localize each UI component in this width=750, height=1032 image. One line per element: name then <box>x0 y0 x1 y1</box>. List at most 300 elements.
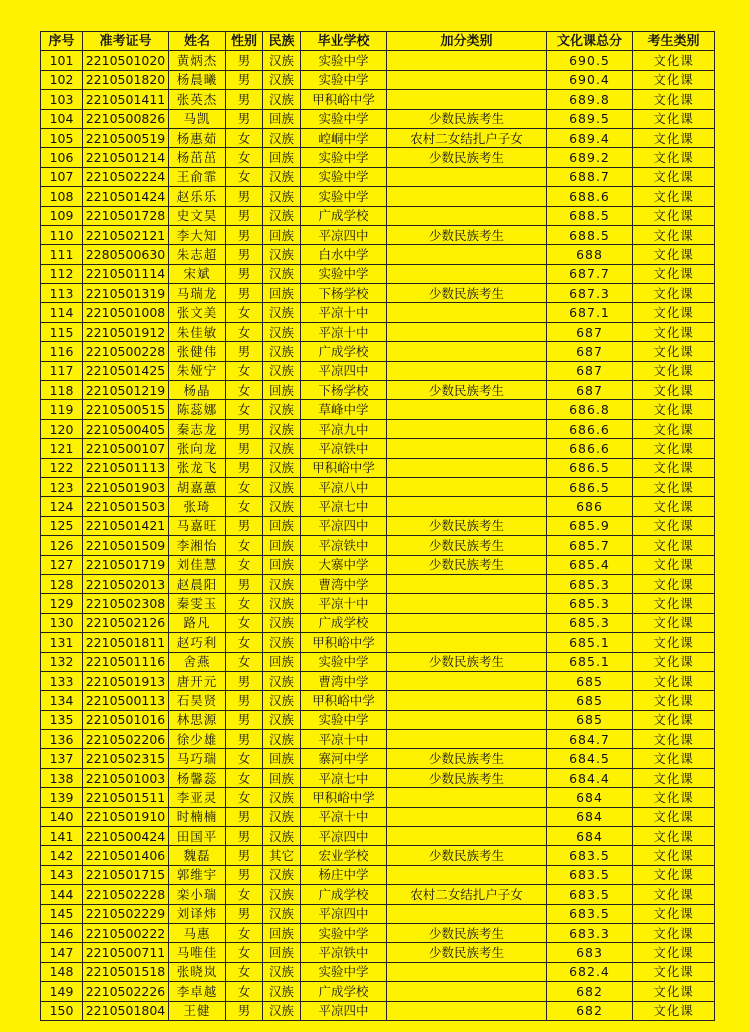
cell-exam-id: 2210501319 <box>83 284 169 303</box>
cell-school: 平凉十中 <box>301 303 387 322</box>
cell-bonus-type <box>387 594 547 613</box>
cell-seq: 113 <box>41 284 83 303</box>
table-row <box>41 90 715 109</box>
cell-ethnicity: 回族 <box>263 555 301 574</box>
cell-school: 广成学校 <box>301 885 387 904</box>
cell-gender: 女 <box>226 788 263 807</box>
table-row <box>41 303 715 322</box>
cell-category: 文化课 <box>633 477 715 496</box>
cell-school: 平凉四中 <box>301 361 387 380</box>
cell-name: 张晓岚 <box>169 962 226 981</box>
cell-bonus-type <box>387 264 547 283</box>
cell-seq: 143 <box>41 865 83 884</box>
cell-ethnicity: 回族 <box>263 225 301 244</box>
cell-bonus-type <box>387 807 547 826</box>
cell-ethnicity: 回族 <box>263 284 301 303</box>
cell-gender: 男 <box>226 109 263 128</box>
cell-name: 时楠楠 <box>169 807 226 826</box>
cell-category: 文化课 <box>633 187 715 206</box>
cell-school: 实验中学 <box>301 652 387 671</box>
cell-category: 文化课 <box>633 206 715 225</box>
cell-ethnicity: 汉族 <box>263 885 301 904</box>
cell-school: 下杨学校 <box>301 381 387 400</box>
cell-exam-id: 2210501903 <box>83 477 169 496</box>
cell-bonus-type: 少数民族考生 <box>387 555 547 574</box>
cell-name: 宋斌 <box>169 264 226 283</box>
cell-total-score: 684.4 <box>547 768 633 787</box>
cell-gender: 男 <box>226 827 263 846</box>
cell-seq: 112 <box>41 264 83 283</box>
cell-exam-id: 2210500107 <box>83 439 169 458</box>
cell-gender: 女 <box>226 322 263 341</box>
table-row <box>41 1001 715 1020</box>
cell-bonus-type <box>387 400 547 419</box>
cell-school: 平凉四中 <box>301 225 387 244</box>
cell-school: 平凉十中 <box>301 322 387 341</box>
cell-seq: 115 <box>41 322 83 341</box>
cell-ethnicity: 汉族 <box>263 361 301 380</box>
table-row <box>41 807 715 826</box>
table-row <box>41 691 715 710</box>
cell-total-score: 683.5 <box>547 865 633 884</box>
cell-exam-id: 2210501511 <box>83 788 169 807</box>
cell-name: 赵巧利 <box>169 633 226 652</box>
cell-exam-id: 2210501424 <box>83 187 169 206</box>
cell-gender: 女 <box>226 982 263 1001</box>
cell-school: 甲积峪中学 <box>301 633 387 652</box>
cell-seq: 138 <box>41 768 83 787</box>
cell-bonus-type <box>387 982 547 1001</box>
cell-bonus-type: 少数民族考生 <box>387 749 547 768</box>
cell-exam-id: 2210501425 <box>83 361 169 380</box>
cell-gender: 男 <box>226 865 263 884</box>
cell-name: 秦雯玉 <box>169 594 226 613</box>
cell-total-score: 690.5 <box>547 51 633 70</box>
cell-category: 文化课 <box>633 788 715 807</box>
cell-ethnicity: 汉族 <box>263 633 301 652</box>
cell-total-score: 683.5 <box>547 885 633 904</box>
cell-category: 文化课 <box>633 109 715 128</box>
cell-name: 李大知 <box>169 225 226 244</box>
cell-ethnicity: 汉族 <box>263 477 301 496</box>
cell-category: 文化课 <box>633 943 715 962</box>
cell-seq: 127 <box>41 555 83 574</box>
cell-category: 文化课 <box>633 730 715 749</box>
cell-ethnicity: 汉族 <box>263 400 301 419</box>
cell-bonus-type <box>387 245 547 264</box>
cell-exam-id: 2210502308 <box>83 594 169 613</box>
cell-ethnicity: 汉族 <box>263 206 301 225</box>
cell-seq: 133 <box>41 671 83 690</box>
cell-gender: 男 <box>226 342 263 361</box>
cell-school: 广成学校 <box>301 342 387 361</box>
cell-exam-id: 2210500113 <box>83 691 169 710</box>
cell-seq: 119 <box>41 400 83 419</box>
cell-total-score: 685 <box>547 671 633 690</box>
cell-bonus-type: 少数民族考生 <box>387 768 547 787</box>
cell-total-score: 687 <box>547 381 633 400</box>
cell-category: 文化课 <box>633 458 715 477</box>
cell-category: 文化课 <box>633 885 715 904</box>
table-row <box>41 982 715 1001</box>
cell-ethnicity: 汉族 <box>263 710 301 729</box>
table-row <box>41 633 715 652</box>
cell-ethnicity: 汉族 <box>263 1001 301 1020</box>
cell-total-score: 685.9 <box>547 516 633 535</box>
cell-school: 实验中学 <box>301 923 387 942</box>
table-row <box>41 439 715 458</box>
cell-ethnicity: 汉族 <box>263 51 301 70</box>
cell-bonus-type <box>387 187 547 206</box>
cell-exam-id: 2210502126 <box>83 613 169 632</box>
cell-category: 文化课 <box>633 400 715 419</box>
cell-category: 文化课 <box>633 419 715 438</box>
cell-exam-id: 2210501910 <box>83 807 169 826</box>
cell-seq: 134 <box>41 691 83 710</box>
cell-exam-id: 2210501913 <box>83 671 169 690</box>
cell-exam-id: 2210501003 <box>83 768 169 787</box>
cell-bonus-type <box>387 574 547 593</box>
cell-exam-id: 2210501406 <box>83 846 169 865</box>
cell-seq: 144 <box>41 885 83 904</box>
cell-school: 平凉四中 <box>301 827 387 846</box>
cell-ethnicity: 回族 <box>263 943 301 962</box>
cell-gender: 女 <box>226 652 263 671</box>
table-row <box>41 904 715 923</box>
cell-school: 平凉八中 <box>301 477 387 496</box>
cell-total-score: 683.5 <box>547 846 633 865</box>
cell-school: 平凉七中 <box>301 768 387 787</box>
banner-title-fragment <box>490 0 750 12</box>
cell-ethnicity: 汉族 <box>263 245 301 264</box>
cell-name: 王俞霏 <box>169 167 226 186</box>
table-row <box>41 846 715 865</box>
cell-bonus-type: 少数民族考生 <box>387 225 547 244</box>
cell-name: 张文美 <box>169 303 226 322</box>
cell-bonus-type: 少数民族考生 <box>387 284 547 303</box>
cell-bonus-type: 少数民族考生 <box>387 148 547 167</box>
cell-category: 文化课 <box>633 671 715 690</box>
cell-exam-id: 2280500630 <box>83 245 169 264</box>
cell-bonus-type <box>387 458 547 477</box>
cell-total-score: 685 <box>547 691 633 710</box>
cell-category: 文化课 <box>633 342 715 361</box>
cell-ethnicity: 回族 <box>263 923 301 942</box>
cell-total-score: 682 <box>547 1001 633 1020</box>
cell-school: 甲积峪中学 <box>301 691 387 710</box>
cell-total-score: 684 <box>547 807 633 826</box>
table-row <box>41 827 715 846</box>
cell-seq: 117 <box>41 361 83 380</box>
cell-bonus-type <box>387 477 547 496</box>
cell-exam-id: 2210501016 <box>83 710 169 729</box>
cell-ethnicity: 汉族 <box>263 90 301 109</box>
cell-exam-id: 2210502228 <box>83 885 169 904</box>
cell-total-score: 685.3 <box>547 574 633 593</box>
cell-school: 平凉铁中 <box>301 439 387 458</box>
cell-total-score: 689.5 <box>547 109 633 128</box>
cell-bonus-type <box>387 70 547 89</box>
cell-ethnicity: 汉族 <box>263 264 301 283</box>
cell-name: 徐少雄 <box>169 730 226 749</box>
cell-bonus-type <box>387 322 547 341</box>
cell-exam-id: 2210500228 <box>83 342 169 361</box>
cell-name: 马嘉旺 <box>169 516 226 535</box>
cell-bonus-type <box>387 419 547 438</box>
cell-exam-id: 2210501411 <box>83 90 169 109</box>
cell-exam-id: 2210502229 <box>83 904 169 923</box>
cell-category: 文化课 <box>633 962 715 981</box>
cell-ethnicity: 其它 <box>263 846 301 865</box>
cell-school: 平凉四中 <box>301 516 387 535</box>
cell-seq: 125 <box>41 516 83 535</box>
cell-total-score: 687.1 <box>547 303 633 322</box>
cell-exam-id: 2210502206 <box>83 730 169 749</box>
cell-seq: 114 <box>41 303 83 322</box>
cell-ethnicity: 回族 <box>263 768 301 787</box>
cell-seq: 109 <box>41 206 83 225</box>
cell-category: 文化课 <box>633 264 715 283</box>
cell-school: 崆峒中学 <box>301 128 387 147</box>
cell-ethnicity: 汉族 <box>263 303 301 322</box>
cell-total-score: 687 <box>547 342 633 361</box>
cell-gender: 男 <box>226 710 263 729</box>
cell-ethnicity: 汉族 <box>263 70 301 89</box>
cell-seq: 108 <box>41 187 83 206</box>
table-row <box>41 671 715 690</box>
cell-bonus-type <box>387 827 547 846</box>
cell-school: 平凉九中 <box>301 419 387 438</box>
cell-total-score: 687.3 <box>547 284 633 303</box>
cell-exam-id: 2210501114 <box>83 264 169 283</box>
table-row <box>41 865 715 884</box>
cell-school: 平凉四中 <box>301 1001 387 1020</box>
cell-school: 甲积峪中学 <box>301 788 387 807</box>
cell-total-score: 682.4 <box>547 962 633 981</box>
table-row <box>41 923 715 942</box>
cell-bonus-type: 少数民族考生 <box>387 943 547 962</box>
cell-gender: 女 <box>226 381 263 400</box>
cell-total-score: 688.7 <box>547 167 633 186</box>
cell-gender: 女 <box>226 749 263 768</box>
cell-school: 实验中学 <box>301 167 387 186</box>
cell-total-score: 684.5 <box>547 749 633 768</box>
cell-category: 文化课 <box>633 846 715 865</box>
cell-seq: 130 <box>41 613 83 632</box>
cell-gender: 男 <box>226 574 263 593</box>
cell-gender: 女 <box>226 594 263 613</box>
cell-seq: 102 <box>41 70 83 89</box>
cell-total-score: 685.1 <box>547 652 633 671</box>
table-row <box>41 574 715 593</box>
cell-total-score: 689.4 <box>547 128 633 147</box>
table-row <box>41 652 715 671</box>
cell-name: 张琦 <box>169 497 226 516</box>
cell-exam-id: 2210501008 <box>83 303 169 322</box>
cell-school: 平凉十中 <box>301 730 387 749</box>
cell-total-score: 688.5 <box>547 206 633 225</box>
table-row <box>41 477 715 496</box>
cell-seq: 142 <box>41 846 83 865</box>
cell-seq: 121 <box>41 439 83 458</box>
cell-bonus-type <box>387 904 547 923</box>
cell-school: 实验中学 <box>301 187 387 206</box>
cell-total-score: 687.7 <box>547 264 633 283</box>
cell-seq: 103 <box>41 90 83 109</box>
cell-exam-id: 2210501719 <box>83 555 169 574</box>
cell-exam-id: 2210501219 <box>83 381 169 400</box>
table-row <box>41 710 715 729</box>
cell-seq: 107 <box>41 167 83 186</box>
cell-ethnicity: 汉族 <box>263 458 301 477</box>
cell-school: 实验中学 <box>301 710 387 729</box>
cell-bonus-type <box>387 90 547 109</box>
cell-category: 文化课 <box>633 807 715 826</box>
cell-name: 林思源 <box>169 710 226 729</box>
cell-school: 平凉十中 <box>301 594 387 613</box>
cell-exam-id: 2210501820 <box>83 70 169 89</box>
cell-name: 郭维宇 <box>169 865 226 884</box>
cell-total-score: 688.5 <box>547 225 633 244</box>
table-row <box>41 768 715 787</box>
cell-ethnicity: 汉族 <box>263 594 301 613</box>
cell-exam-id: 2210501214 <box>83 148 169 167</box>
cell-bonus-type <box>387 303 547 322</box>
cell-exam-id: 2210501113 <box>83 458 169 477</box>
cell-total-score: 683.5 <box>547 904 633 923</box>
cell-category: 文化课 <box>633 497 715 516</box>
cell-ethnicity: 汉族 <box>263 788 301 807</box>
cell-gender: 女 <box>226 400 263 419</box>
cell-gender: 女 <box>226 768 263 787</box>
header-exam-id: 准考证号 <box>83 32 169 51</box>
cell-exam-id: 2210500711 <box>83 943 169 962</box>
table-row <box>41 361 715 380</box>
cell-seq: 123 <box>41 477 83 496</box>
cell-total-score: 683 <box>547 943 633 962</box>
cell-seq: 147 <box>41 943 83 962</box>
cell-gender: 男 <box>226 730 263 749</box>
cell-name: 唐开元 <box>169 671 226 690</box>
cell-gender: 女 <box>226 555 263 574</box>
cell-gender: 男 <box>226 691 263 710</box>
cell-category: 文化课 <box>633 381 715 400</box>
cell-ethnicity: 汉族 <box>263 419 301 438</box>
cell-category: 文化课 <box>633 594 715 613</box>
cell-bonus-type <box>387 710 547 729</box>
cell-name: 魏磊 <box>169 846 226 865</box>
cell-gender: 女 <box>226 923 263 942</box>
cell-exam-id: 2210500515 <box>83 400 169 419</box>
cell-exam-id: 2210500519 <box>83 128 169 147</box>
cell-ethnicity: 汉族 <box>263 730 301 749</box>
cell-ethnicity: 回族 <box>263 536 301 555</box>
cell-seq: 137 <box>41 749 83 768</box>
cell-name: 朱志超 <box>169 245 226 264</box>
cell-bonus-type: 少数民族考生 <box>387 516 547 535</box>
cell-ethnicity: 汉族 <box>263 439 301 458</box>
cell-name: 李湘怡 <box>169 536 226 555</box>
table-row <box>41 187 715 206</box>
cell-school: 实验中学 <box>301 51 387 70</box>
cell-bonus-type <box>387 342 547 361</box>
cell-name: 石昊贤 <box>169 691 226 710</box>
cell-bonus-type <box>387 962 547 981</box>
cell-category: 文化课 <box>633 574 715 593</box>
cell-seq: 120 <box>41 419 83 438</box>
table-row <box>41 51 715 70</box>
cell-bonus-type <box>387 730 547 749</box>
cell-bonus-type <box>387 1001 547 1020</box>
cell-ethnicity: 汉族 <box>263 807 301 826</box>
cell-school: 曹湾中学 <box>301 671 387 690</box>
cell-total-score: 685.1 <box>547 633 633 652</box>
cell-name: 杨晶 <box>169 381 226 400</box>
cell-total-score: 687 <box>547 361 633 380</box>
cell-exam-id: 2210502121 <box>83 225 169 244</box>
cell-school: 宏业学校 <box>301 846 387 865</box>
cell-exam-id: 2210500405 <box>83 419 169 438</box>
cell-name: 杨茁茁 <box>169 148 226 167</box>
cell-name: 张龙飞 <box>169 458 226 477</box>
cell-total-score: 689.2 <box>547 148 633 167</box>
cell-bonus-type: 少数民族考生 <box>387 109 547 128</box>
header-gender: 性别 <box>226 32 263 51</box>
cell-exam-id: 2210502224 <box>83 167 169 186</box>
cell-ethnicity: 汉族 <box>263 982 301 1001</box>
cell-gender: 女 <box>226 943 263 962</box>
cell-gender: 男 <box>226 264 263 283</box>
cell-total-score: 688 <box>547 245 633 264</box>
cell-school: 实验中学 <box>301 962 387 981</box>
cell-name: 王健 <box>169 1001 226 1020</box>
cell-category: 文化课 <box>633 225 715 244</box>
cell-school: 实验中学 <box>301 264 387 283</box>
cell-total-score: 690.4 <box>547 70 633 89</box>
header-ethnicity: 民族 <box>263 32 301 51</box>
cell-category: 文化课 <box>633 982 715 1001</box>
cell-seq: 148 <box>41 962 83 981</box>
cell-gender: 男 <box>226 206 263 225</box>
cell-school: 平凉铁中 <box>301 536 387 555</box>
cell-ethnicity: 回族 <box>263 749 301 768</box>
cell-gender: 男 <box>226 458 263 477</box>
table-row <box>41 342 715 361</box>
cell-exam-id: 2210501811 <box>83 633 169 652</box>
cell-school: 甲积峪中学 <box>301 458 387 477</box>
cell-bonus-type <box>387 613 547 632</box>
cell-name: 马瑞龙 <box>169 284 226 303</box>
cell-bonus-type <box>387 671 547 690</box>
cell-seq: 124 <box>41 497 83 516</box>
cell-exam-id: 2210500826 <box>83 109 169 128</box>
cell-name: 秦志龙 <box>169 419 226 438</box>
cell-seq: 122 <box>41 458 83 477</box>
cell-total-score: 684 <box>547 827 633 846</box>
cell-ethnicity: 汉族 <box>263 904 301 923</box>
cell-ethnicity: 汉族 <box>263 962 301 981</box>
cell-ethnicity: 汉族 <box>263 574 301 593</box>
cell-seq: 101 <box>41 51 83 70</box>
cell-ethnicity: 汉族 <box>263 691 301 710</box>
cell-name: 张向龙 <box>169 439 226 458</box>
cell-seq: 116 <box>41 342 83 361</box>
cell-school: 甲积峪中学 <box>301 90 387 109</box>
table-row <box>41 943 715 962</box>
cell-exam-id: 2210502013 <box>83 574 169 593</box>
cell-category: 文化课 <box>633 768 715 787</box>
cell-category: 文化课 <box>633 245 715 264</box>
